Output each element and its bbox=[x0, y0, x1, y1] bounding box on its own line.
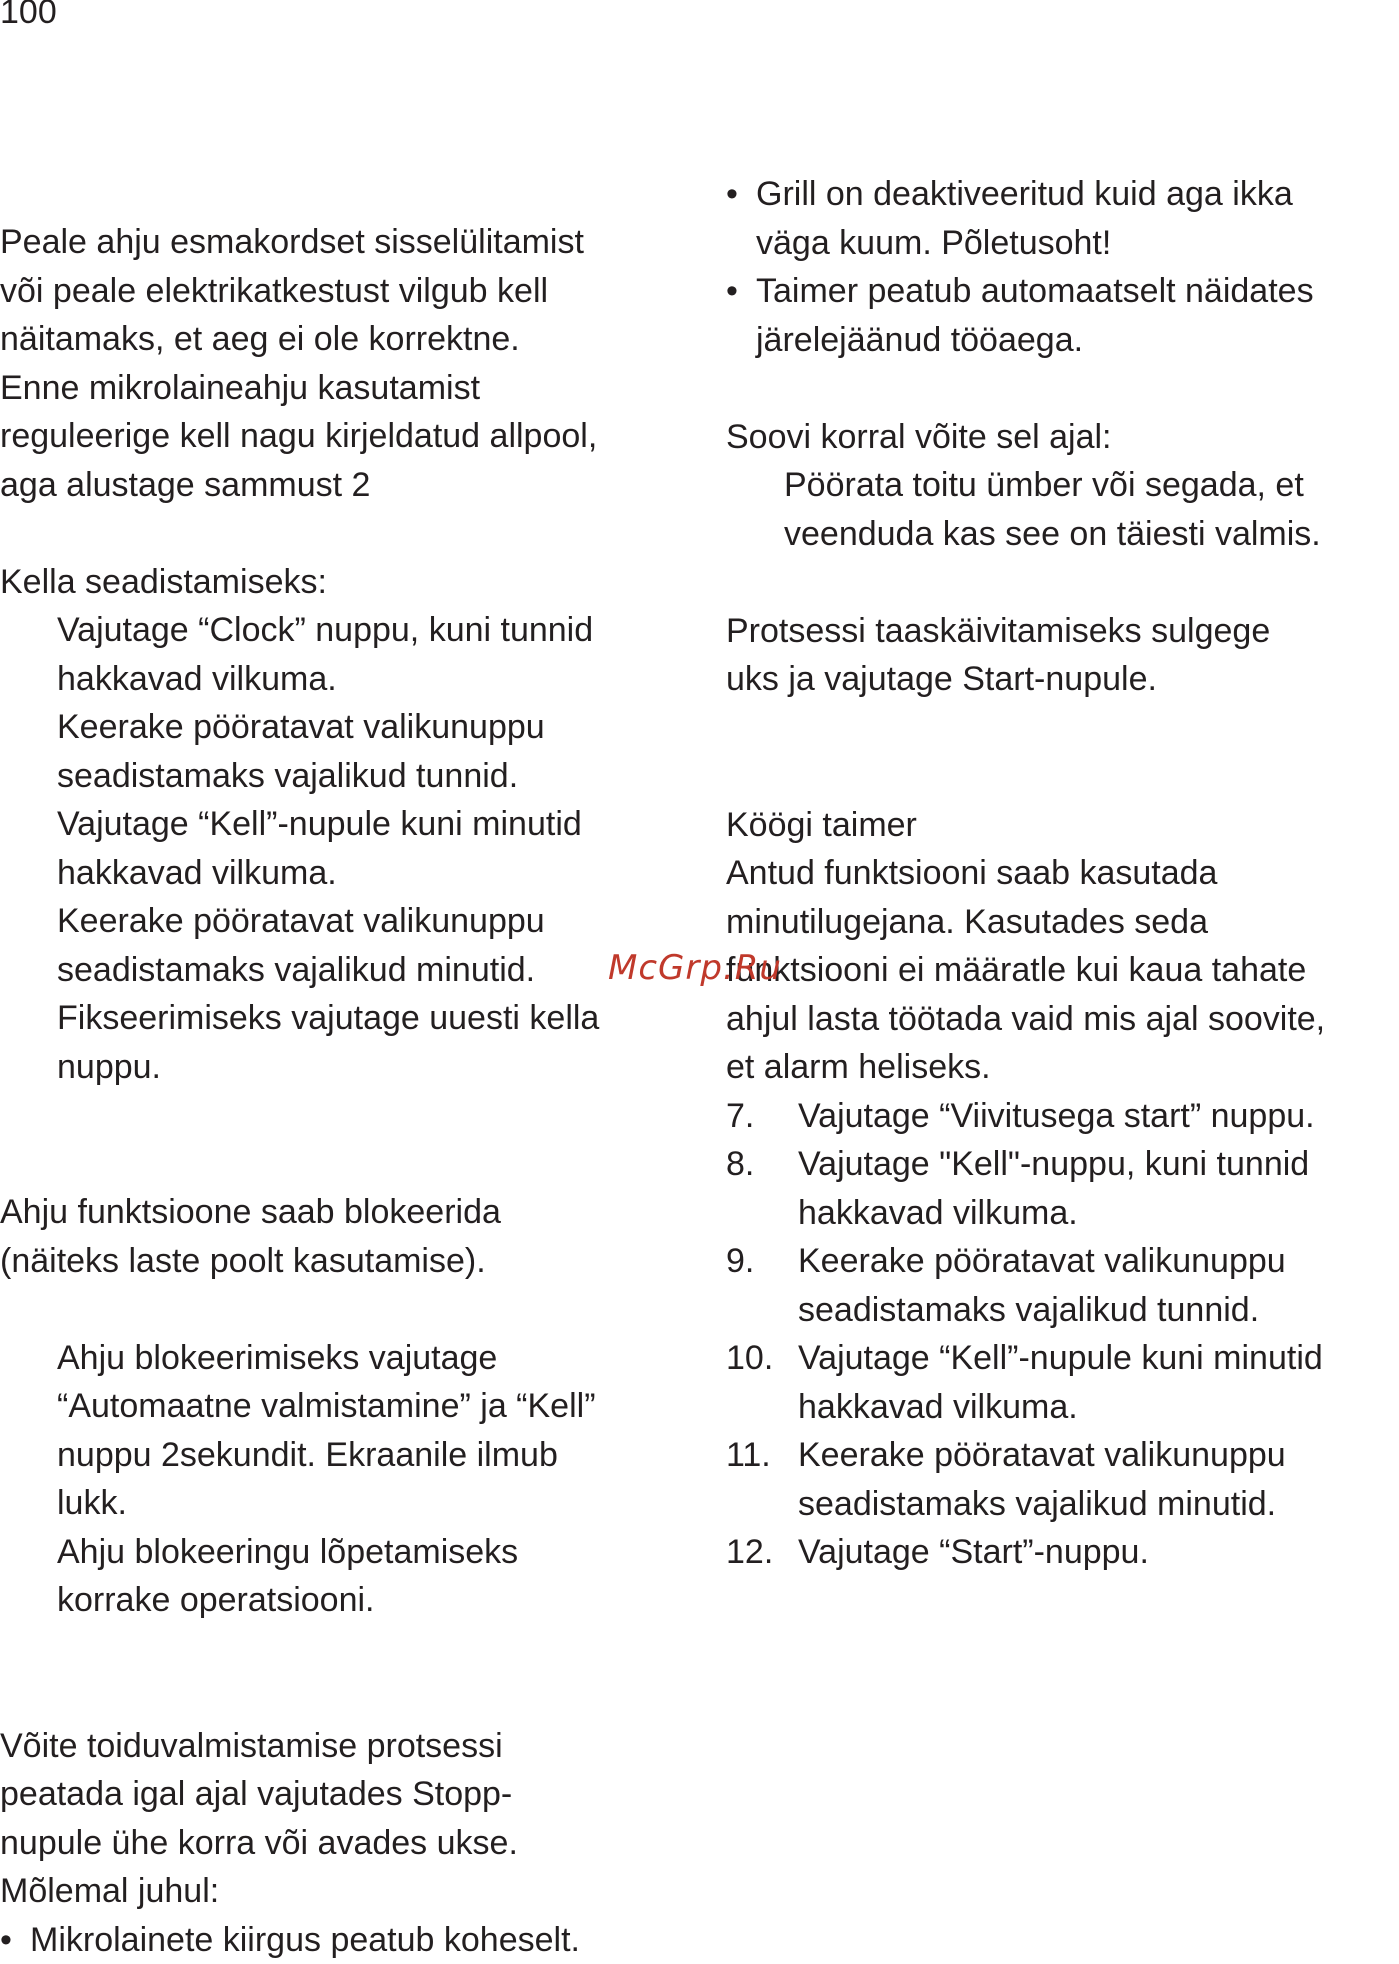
bullet-item bbox=[726, 267, 1399, 364]
text-line: funktsiooni ei määratle kui kaua tahate bbox=[726, 946, 1399, 995]
option-text bbox=[726, 461, 1399, 558]
bullet-icon: • bbox=[726, 267, 756, 364]
text-line: Võite toiduvalmistamise protsessi bbox=[0, 1722, 700, 1771]
text-line: Keerake pööratavat valikunuppu bbox=[57, 897, 700, 946]
bullet-icon: • bbox=[726, 170, 756, 267]
text-line: (näiteks laste poolt kasutamise). bbox=[0, 1237, 700, 1286]
text-line: Mõlemal juhul: bbox=[0, 1867, 700, 1916]
text-line: Vajutage “Viivitusega start” nuppu. bbox=[798, 1092, 1399, 1141]
text-line: seadistamaks vajalikud tunnid. bbox=[798, 1286, 1399, 1335]
text-line: Protsessi taaskäivitamiseks sulgege bbox=[726, 607, 1399, 656]
text-line: Vajutage "Kell"-nuppu, kuni tunnid bbox=[798, 1140, 1399, 1189]
text-line: nuppu 2sekundit. Ekraanile ilmub bbox=[57, 1431, 700, 1480]
text-line: hakkavad vilkuma. bbox=[798, 1189, 1399, 1238]
text-line: hakkavad vilkuma. bbox=[57, 655, 700, 704]
text-line: seadistamaks vajalikud minutid. bbox=[57, 946, 700, 995]
text-line: reguleerige kell nagu kirjeldatud allpool, bbox=[0, 412, 700, 461]
text-line: Ahju blokeeringu lõpetamiseks bbox=[57, 1528, 700, 1577]
numbered-step bbox=[726, 1092, 1399, 1141]
page-number: 100 bbox=[0, 0, 57, 32]
timer-paragraph bbox=[726, 849, 1399, 1092]
clock-heading: Kella seadistamiseks: bbox=[0, 558, 700, 607]
right-column bbox=[726, 170, 1399, 1577]
text-line: Pöörata toitu ümber või segada, et bbox=[784, 461, 1399, 510]
step-number: 7. bbox=[726, 1092, 798, 1141]
text-line: või peale elektrikatkestust vilgub kell bbox=[0, 267, 700, 316]
text-line: hakkavad vilkuma. bbox=[798, 1383, 1399, 1432]
lock-steps bbox=[0, 1334, 700, 1625]
text-line: ahjul lasta töötada vaid mis ajal soovite, bbox=[726, 995, 1399, 1044]
numbered-step bbox=[726, 1237, 1399, 1334]
intro-paragraph bbox=[0, 218, 700, 509]
text-line: uks ja vajutage Start-nupule. bbox=[726, 655, 1399, 704]
text-line: seadistamaks vajalikud tunnid. bbox=[57, 752, 700, 801]
numbered-step bbox=[726, 1140, 1399, 1237]
watermark: McGrp.Ru bbox=[608, 948, 782, 988]
text-line: lukk. bbox=[57, 1479, 700, 1528]
text-line: hakkavad vilkuma. bbox=[57, 849, 700, 898]
text-line: Fikseerimiseks vajutage uuesti kella bbox=[57, 994, 700, 1043]
bullet-item bbox=[726, 170, 1399, 267]
restart-paragraph bbox=[726, 607, 1399, 704]
step-number: 10. bbox=[726, 1334, 798, 1431]
numbered-step bbox=[726, 1334, 1399, 1431]
left-column bbox=[0, 218, 700, 1964]
text-line: Vajutage “Start”-nuppu. bbox=[798, 1528, 1399, 1577]
text-line: Vajutage “Clock” nuppu, kuni tunnid bbox=[57, 606, 700, 655]
text-line: Enne mikrolaineahju kasutamist bbox=[0, 364, 700, 413]
lock-intro bbox=[0, 1188, 700, 1285]
text-line: minutilugejana. Kasutades seda bbox=[726, 898, 1399, 947]
text-line: aga alustage sammust 2 bbox=[0, 461, 700, 510]
text-line: Peale ahju esmakordset sisselülitamist bbox=[0, 218, 700, 267]
text-line: korrake operatsiooni. bbox=[57, 1576, 700, 1625]
text-line: Keerake pööratavat valikunuppu bbox=[798, 1431, 1399, 1480]
text-line: järelejäänud tööaega. bbox=[756, 316, 1399, 365]
text-line: Keerake pööratavat valikunuppu bbox=[57, 703, 700, 752]
text-line: Mikrolainete kiirgus peatub koheselt. bbox=[30, 1916, 700, 1964]
clock-steps bbox=[0, 606, 700, 1091]
numbered-step bbox=[726, 1431, 1399, 1528]
timer-heading: Köögi taimer bbox=[726, 801, 1399, 850]
text-line: Vajutage “Kell”-nupule kuni minutid bbox=[57, 800, 700, 849]
text-line: seadistamaks vajalikud minutid. bbox=[798, 1480, 1399, 1529]
text-line: et alarm heliseks. bbox=[726, 1043, 1399, 1092]
text-line: “Automaatne valmistamine” ja “Kell” bbox=[57, 1382, 700, 1431]
text-line: Antud funktsiooni saab kasutada bbox=[726, 849, 1399, 898]
numbered-step bbox=[726, 1528, 1399, 1577]
pause-paragraph bbox=[0, 1722, 700, 1916]
text-line: Grill on deaktiveeritud kuid aga ikka bbox=[756, 170, 1399, 219]
text-line: Keerake pööratavat valikunuppu bbox=[798, 1237, 1399, 1286]
text-line: väga kuum. Põletusoht! bbox=[756, 219, 1399, 268]
text-line: Taimer peatub automaatselt näidates bbox=[756, 267, 1399, 316]
text-line: nupule ühe korra või avades ukse. bbox=[0, 1819, 700, 1868]
text-line: Vajutage “Kell”-nupule kuni minutid bbox=[798, 1334, 1399, 1383]
text-line: nuppu. bbox=[57, 1043, 700, 1092]
step-number: 11. bbox=[726, 1431, 798, 1528]
text-line: veenduda kas see on täiesti valmis. bbox=[784, 510, 1399, 559]
step-number: 9. bbox=[726, 1237, 798, 1334]
timer-steps bbox=[726, 1092, 1399, 1577]
option-heading: Soovi korral võite sel ajal: bbox=[726, 413, 1399, 462]
bullet-icon: • bbox=[0, 1916, 30, 1964]
text-line: näitamaks, et aeg ei ole korrektne. bbox=[0, 315, 700, 364]
step-number: 8. bbox=[726, 1140, 798, 1237]
pause-bullet bbox=[0, 1916, 700, 1964]
text-line: peatada igal ajal vajutades Stopp- bbox=[0, 1770, 700, 1819]
text-line: Ahju funktsioone saab blokeerida bbox=[0, 1188, 700, 1237]
step-number: 12. bbox=[726, 1528, 798, 1577]
text-line: Ahju blokeerimiseks vajutage bbox=[57, 1334, 700, 1383]
